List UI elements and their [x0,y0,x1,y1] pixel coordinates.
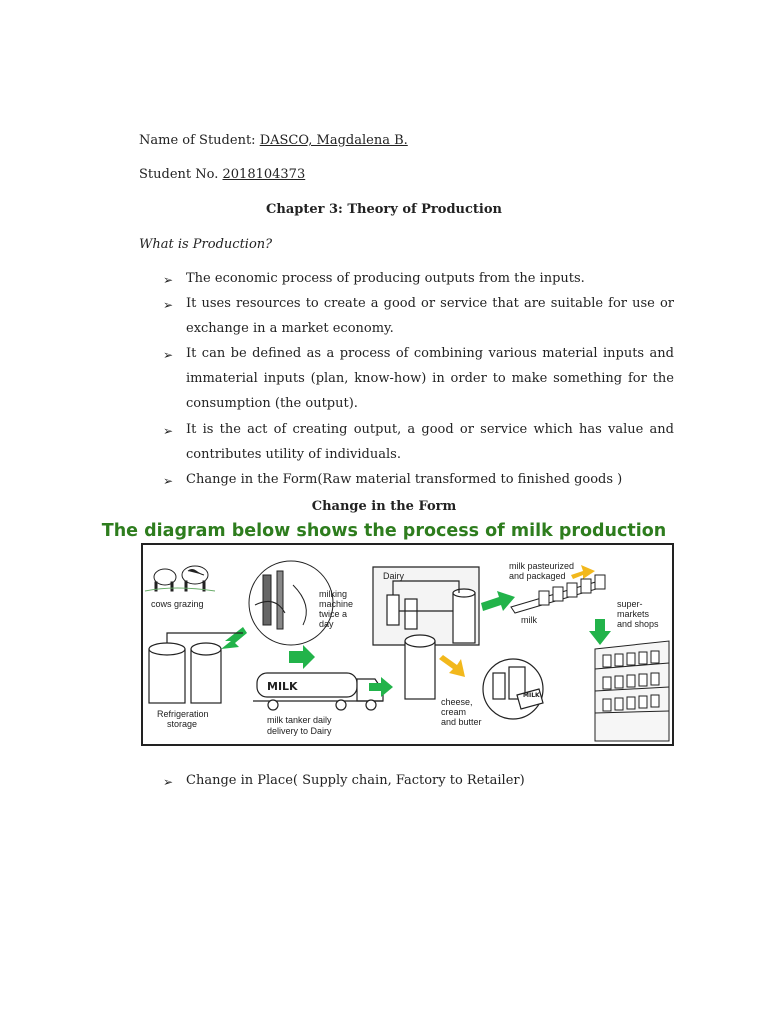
label-pasteurized-2: and packaged [509,571,566,581]
dairy-products-icon [483,659,543,719]
label-cows-grazing: cows grazing [151,599,204,609]
label-tanker-2: delivery to Dairy [267,726,332,736]
chapter-title: Chapter 3: Theory of Production [266,202,502,217]
student-number-label: Student No. [139,167,219,182]
dairy-plant-icon [373,567,479,699]
label-pasteurized-1: milk pasteurized [509,561,575,571]
milk-production-diagram [141,543,674,746]
label-milking-4: day [319,619,334,629]
arrow-icon [289,645,315,669]
bullet-arrow: ➢ [163,298,174,312]
milk-process-illustration [143,545,672,744]
student-number-line [139,167,305,182]
student-number-value: 2018104373 [222,167,306,182]
label-refrigeration-1: Refrigeration [157,709,209,719]
label-milking-3: twice a [319,609,348,619]
question-heading: What is Production? [139,237,273,252]
arrow-icon [221,627,247,649]
bullet-arrow: ➢ [163,348,174,362]
label-dairy: Dairy [383,571,405,581]
arrow-icon [589,619,611,645]
bullet-item-4: It is the act of creating output, a good or service which has value and contributes utility of individuals. [186,422,674,462]
label-cheese-3: and butter [441,717,482,727]
bullet-item-5: Change in the Form(Raw material transformed to finished goods ) [186,472,623,487]
bullet-arrow: ➢ [163,474,174,488]
bullet-arrow: ➢ [163,775,174,789]
label-refrigeration-2: storage [167,719,198,729]
supermarket-shelves-icon [595,641,669,741]
tanker-milk-text: MILK [267,680,298,693]
label-super-1: super- [617,599,643,609]
bullet-item-2: It uses resources to create a good or service that are suitable for use or exchange in a market economy. [186,296,674,336]
student-name-label: Name of Student: [139,133,256,148]
arrow-icon [439,655,465,677]
label-super-2: markets [617,609,650,619]
label-milk: milk [521,615,537,625]
bullet-arrow: ➢ [163,273,174,287]
arrow-icon [571,565,595,579]
bullet-item-3: It can be defined as a process of combining various material inputs and immaterial inputs (plan, know-how) in order to make something for the consumption (the output). [186,346,674,411]
bullet-item-6: Change in Place( Supply chain, Factory to Retailer) [186,773,525,788]
section-heading: Change in the Form [311,499,457,514]
label-tanker-1: milk tanker daily [267,715,332,725]
label-cheese-2: cream [441,707,467,717]
arrow-icon [481,591,515,611]
label-super-3: and shops [617,619,659,629]
bullet-arrow: ➢ [163,424,174,438]
label-milking-2: machine [319,599,354,609]
student-name-line [139,133,408,148]
cows-icon [145,566,215,591]
bullet-item-1: The economic process of producing outputs from the inputs. [186,271,585,286]
diagram-title: The diagram below shows the process of milk production [101,521,667,541]
product-box-text: MILK [523,692,540,699]
label-cheese-1: cheese, [441,697,473,707]
student-name-value: DASCO, Magdalena B. [259,133,408,148]
label-milking-1: milking [319,589,348,599]
